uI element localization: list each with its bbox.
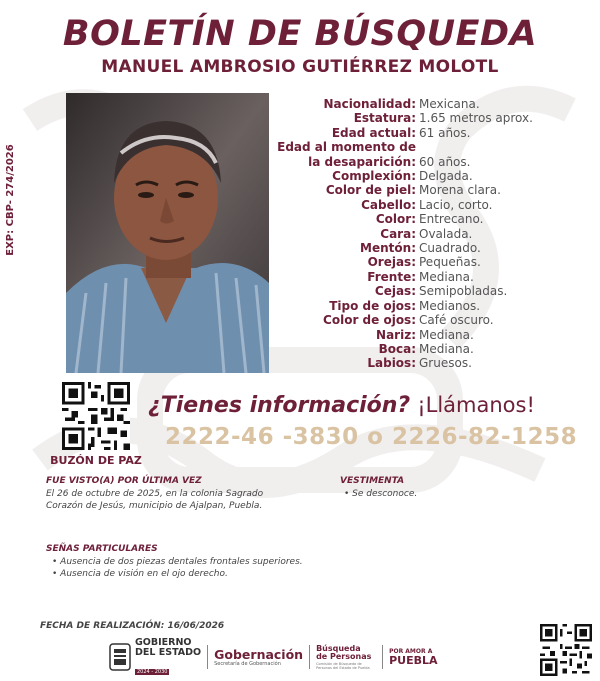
- detail-row: [273, 183, 593, 197]
- contact-phones[interactable]: 2222-46 -3830 o 2226-82-1258: [165, 424, 578, 450]
- contact-question: ¿Tienes información?: [148, 393, 411, 418]
- detail-label-line2: la desaparición:: [308, 154, 416, 169]
- detail-row: [273, 227, 593, 241]
- puebla-text: PUEBLA: [389, 654, 438, 667]
- list-item: • Ausencia de dos piezas dentales frontales superiores.: [52, 557, 303, 567]
- detail-label: Edad actual:: [331, 125, 416, 140]
- detail-row: [273, 299, 593, 313]
- detail-row: [273, 270, 593, 284]
- detail-row: [273, 212, 593, 226]
- detail-label: Cabello:: [361, 197, 416, 212]
- divider: [382, 645, 383, 669]
- detail-row: [273, 169, 593, 183]
- gobernacion-logo: [214, 648, 303, 667]
- detail-row: [273, 284, 593, 298]
- detail-label: Frente:: [367, 269, 416, 284]
- clothing-item: Se desconoce.: [352, 489, 418, 499]
- detail-row: [273, 342, 593, 356]
- detail-value: Mediana.: [419, 269, 474, 284]
- state-seal-icon: [108, 642, 132, 672]
- detail-label: Nariz:: [376, 327, 416, 342]
- last-seen-line: Corazón de Jesús, municipio de Ajalpan, Puebla.: [46, 501, 263, 511]
- footer-logos: [108, 638, 448, 676]
- detail-label: Orejas:: [367, 255, 416, 270]
- detail-value: Pequeñas.: [419, 255, 481, 270]
- detail-value: Café oscuro.: [419, 313, 494, 328]
- divider: [309, 645, 310, 669]
- detail-label: [273, 140, 419, 169]
- missing-person-photo: [66, 93, 269, 373]
- por-amor-a-puebla-logo: [389, 648, 437, 666]
- detail-label: Color:: [375, 212, 416, 227]
- last-seen-text: [46, 488, 263, 512]
- physical-description: [273, 97, 593, 371]
- detail-label: Cejas:: [374, 284, 416, 299]
- detail-row: [273, 313, 593, 327]
- detail-label-line1: Edad al momento de: [277, 140, 416, 155]
- detail-row: [273, 126, 593, 140]
- marks-heading: SEÑAS PARTICULARES: [46, 544, 158, 554]
- detail-value: Cuadrado.: [419, 241, 481, 256]
- detail-row: [273, 255, 593, 269]
- busqueda-line2: de Personas: [316, 652, 372, 661]
- detail-value: Entrecano.: [419, 212, 484, 227]
- gobierno-logo: [108, 638, 201, 677]
- mark-item: Ausencia de visión en el ojo derecho.: [60, 569, 228, 579]
- detail-value: Morena clara.: [419, 183, 501, 198]
- last-seen-heading: FUE VISTO(A) POR ÚLTIMA VEZ: [46, 476, 202, 486]
- busqueda-line1: Búsqueda: [316, 643, 361, 653]
- detail-value: Mediana.: [419, 327, 474, 342]
- detail-label: Estatura:: [353, 111, 416, 126]
- detail-row: [273, 111, 593, 125]
- list-item: • Ausencia de visión en el ojo derecho.: [52, 569, 228, 579]
- gobernacion-subtitle: Secretaría de Gobernación: [214, 660, 281, 667]
- detail-row: [273, 356, 593, 370]
- detail-label: Mentón:: [360, 241, 416, 256]
- mark-item: Ausencia de dos piezas dentales frontales superiores.: [60, 557, 303, 567]
- creation-date: FECHA DE REALIZACIÓN: 16/06/2026: [40, 621, 225, 631]
- gobierno-line2: DEL ESTADO: [135, 646, 202, 658]
- detail-row: [273, 140, 593, 169]
- detail-value: Lacio, corto.: [419, 197, 493, 212]
- detail-label: Color de ojos:: [323, 313, 416, 328]
- detail-label: Nacionalidad:: [323, 97, 416, 111]
- clothing-list: [344, 488, 417, 500]
- busqueda-logo: [316, 645, 376, 670]
- detail-value: Semipobladas.: [419, 284, 508, 299]
- detail-value: 1.65 metros aprox.: [419, 111, 533, 126]
- detail-row: [273, 97, 593, 111]
- detail-label: Labios:: [367, 356, 416, 371]
- gobierno-line1: GOBIERNO: [135, 636, 192, 648]
- bulletin-title: BOLETÍN DE BÚSQUEDA: [62, 14, 538, 54]
- divider: [207, 645, 208, 669]
- detail-value: 61 años.: [419, 125, 471, 140]
- gobierno-years: 2024 - 2030: [137, 668, 168, 675]
- detail-value: Mexicana.: [419, 97, 480, 111]
- detail-label: Cara:: [380, 226, 416, 241]
- detail-value: Ovalada.: [419, 226, 473, 241]
- contact-call: ¡Llámanos!: [417, 393, 535, 417]
- busqueda-subtitle: Comisión de Búsqueda de Personas del Estado de Puebla: [316, 661, 370, 670]
- detail-row: [273, 198, 593, 212]
- detail-value: Medianos.: [419, 298, 481, 313]
- marks-list: [52, 556, 303, 580]
- contact-prompt: [148, 393, 535, 418]
- footer-qr-code-icon[interactable]: [540, 624, 592, 676]
- detail-value: Mediana.: [419, 341, 474, 356]
- buzon-de-paz-label: BUZÓN DE PAZ: [50, 454, 142, 467]
- detail-row: [273, 328, 593, 342]
- detail-value: 60 años.: [419, 154, 471, 169]
- detail-row: [273, 241, 593, 255]
- detail-label: Tipo de ojos:: [329, 298, 416, 313]
- gobernacion-title: Gobernación: [214, 646, 304, 662]
- last-seen-line: El 26 de octubre de 2025, en la colonia Sagrado: [46, 489, 264, 499]
- clothing-heading: VESTIMENTA: [340, 476, 405, 486]
- por-amor-a-text: POR AMOR A: [389, 648, 433, 655]
- detail-label: Complexión:: [332, 169, 416, 184]
- qr-code-icon[interactable]: [62, 382, 130, 450]
- detail-value: Delgada.: [419, 169, 473, 184]
- missing-person-name: MANUEL AMBROSIO GUTIÉRREZ MOLOTL: [101, 57, 499, 77]
- detail-value: Gruesos.: [419, 356, 472, 371]
- detail-label: Boca:: [378, 341, 416, 356]
- case-number: EXP: CBP- 274/2026: [5, 144, 16, 256]
- detail-label: Color de piel:: [325, 183, 416, 198]
- list-item: • Se desconoce.: [344, 489, 418, 499]
